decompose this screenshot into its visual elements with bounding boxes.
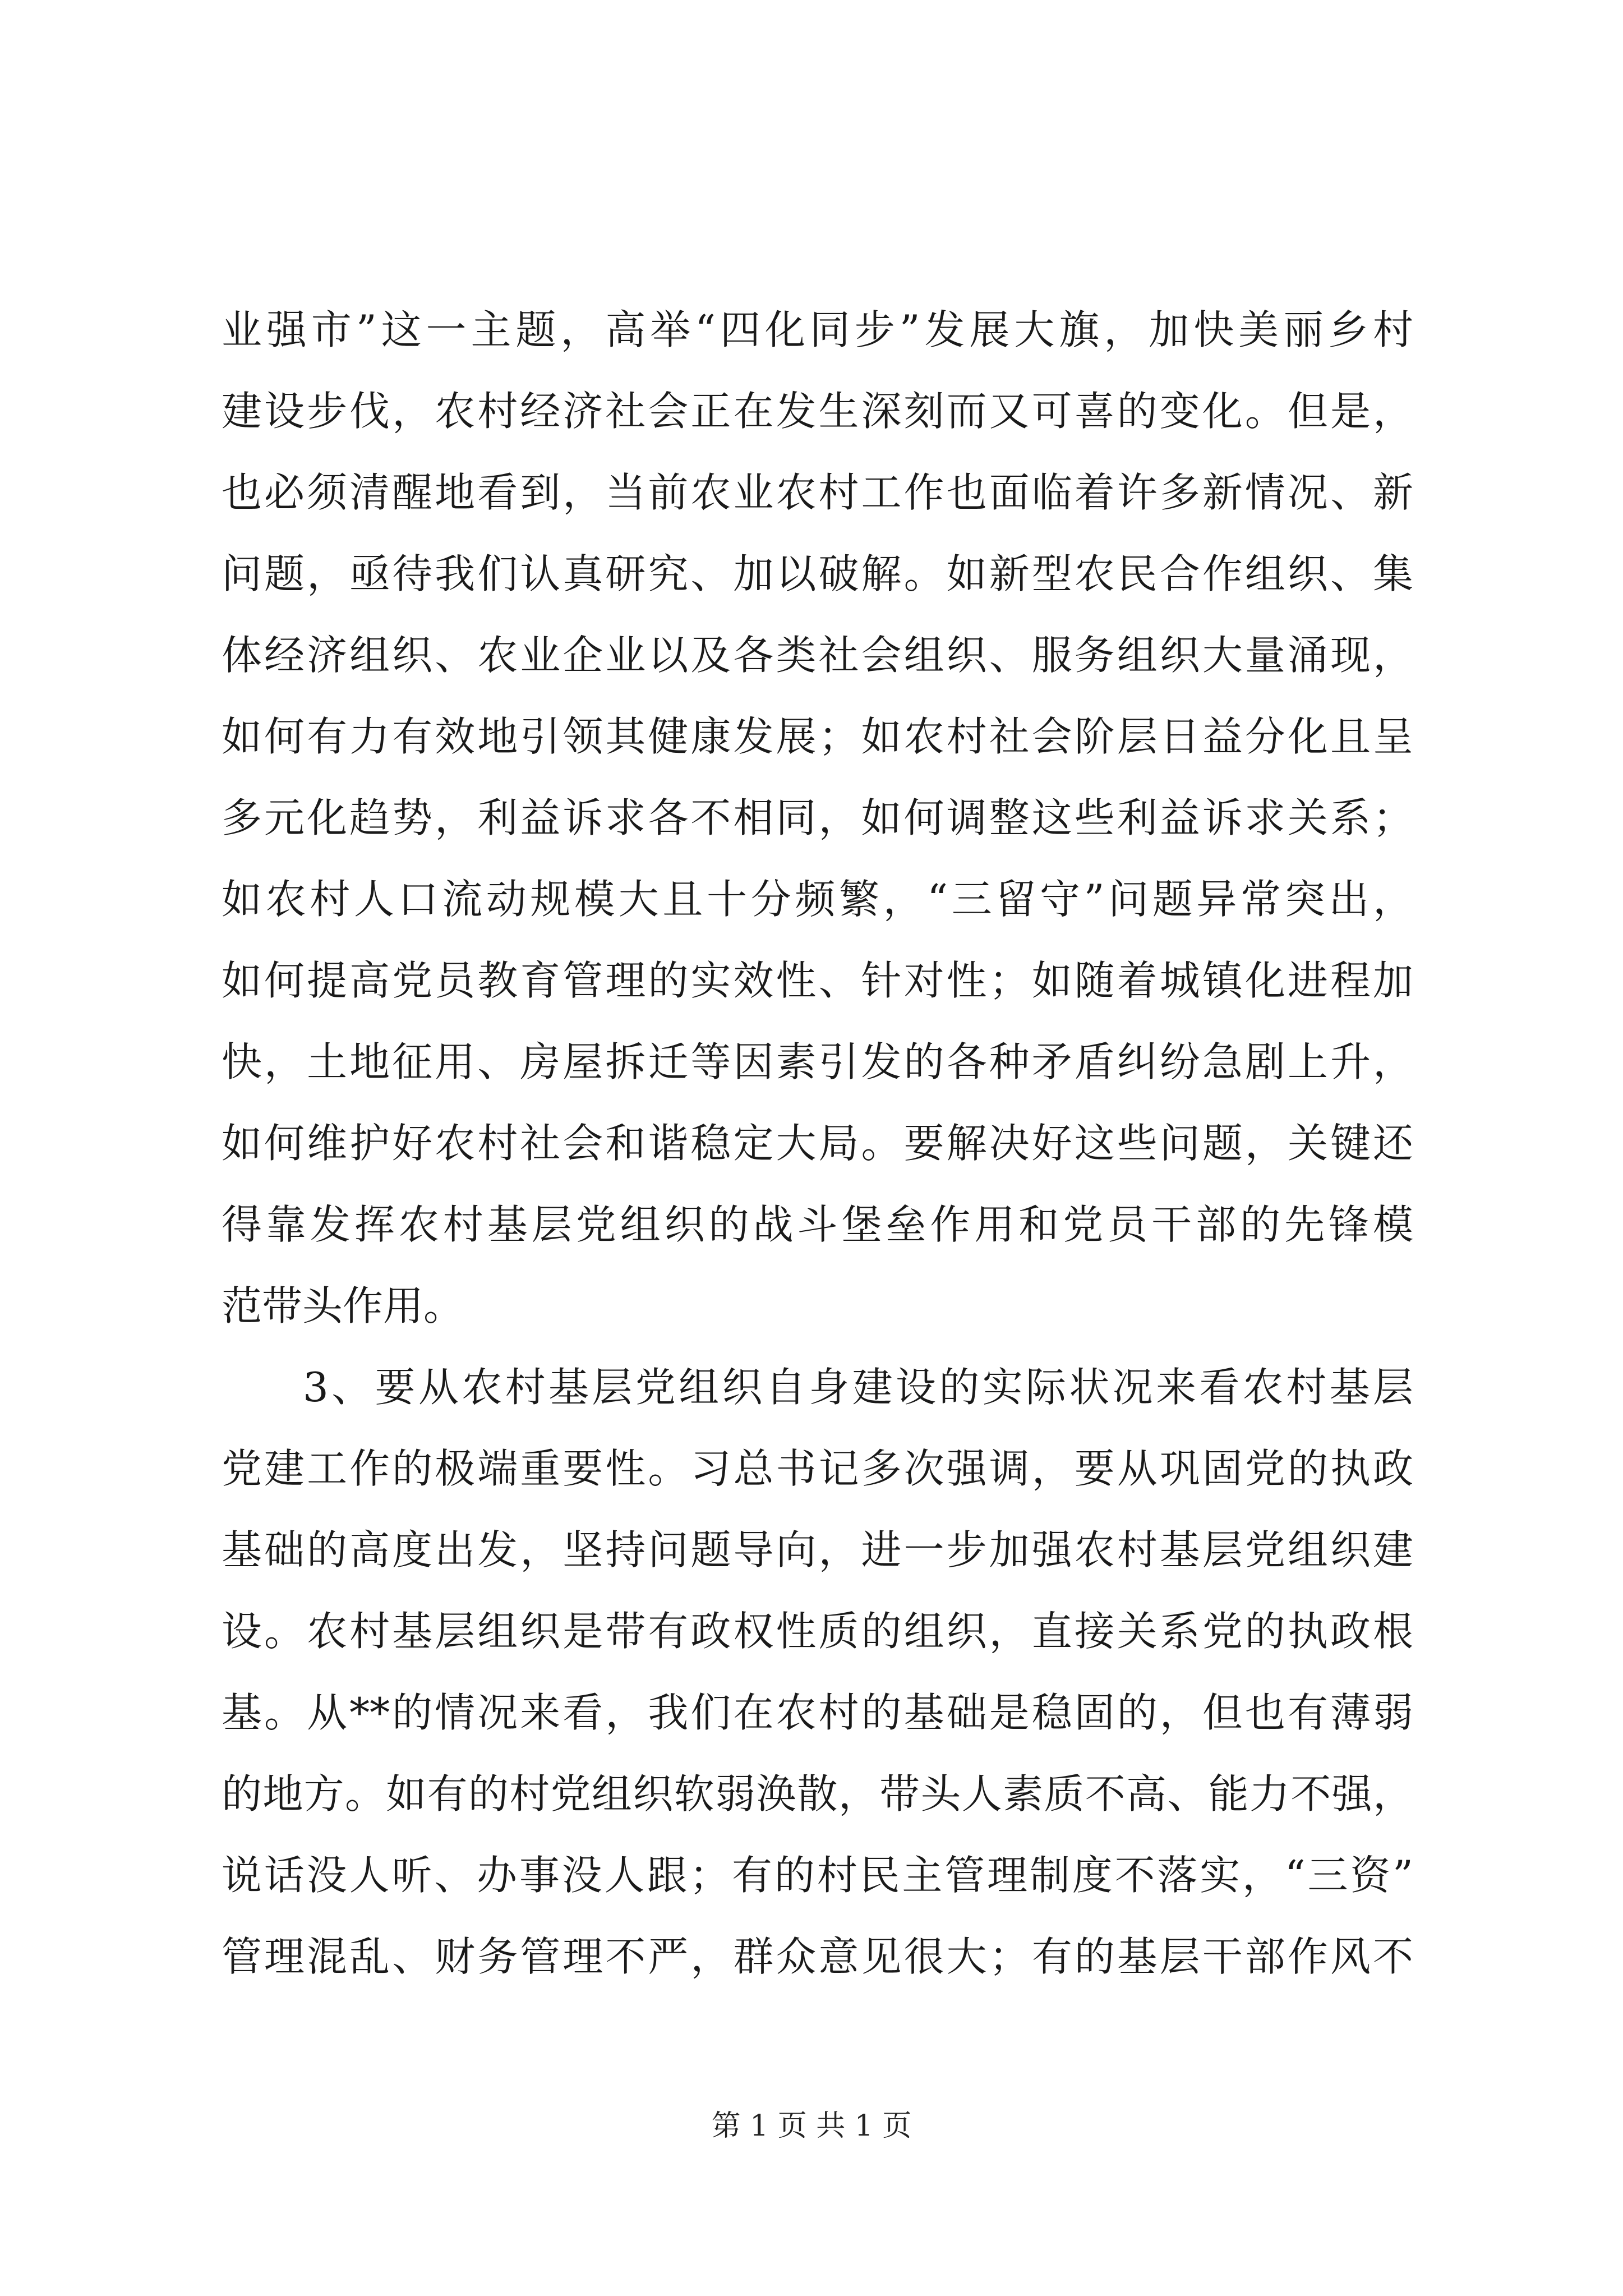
text-line-14: 3、要从农村基层党组织自身建设的实际状况来看农村基层 — [303, 1364, 1413, 1411]
text-line-15: 党建工作的极端重要性。习总书记多次强调，要从巩固党的执政 — [222, 1445, 1413, 1492]
text-line-19: 的地方。如有的村党组织软弱涣散，带头人素质不高、能力不强， — [222, 1770, 1413, 1818]
text-line-3: 也必须清醒地看到，当前农业农村工作也面临着许多新情况、新 — [222, 469, 1413, 516]
text-line-6: 如何有力有效地引领其健康发展；如农村社会阶层日益分化且呈 — [222, 713, 1413, 760]
text-line-20: 说话没人听、办事没人跟；有的村民主管理制度不落实，“三资” — [222, 1852, 1413, 1899]
text-line-18: 基。从**的情况来看，我们在农村的基础是稳固的，但也有薄弱 — [222, 1689, 1413, 1736]
text-line-13: 范带头作用。 — [222, 1282, 464, 1329]
text-line-5: 体经济组织、农业企业以及各类社会组织、服务组织大量涌现， — [222, 632, 1413, 679]
text-line-21: 管理混乱、财务管理不严，群众意见很大；有的基层干部作风不 — [222, 1933, 1413, 1980]
text-line-9: 如何提高党员教育管理的实效性、针对性；如随着城镇化进程加 — [222, 957, 1413, 1004]
text-line-10: 快，土地征用、房屋拆迁等因素引发的各种矛盾纠纷急剧上升， — [222, 1038, 1413, 1085]
text-line-2: 建设步伐，农村经济社会正在发生深刻而又可喜的变化。但是， — [222, 388, 1413, 435]
page-number-footer: 第 1 页 共 1 页 — [711, 2109, 912, 2143]
text-line-11: 如何维护好农村社会和谐稳定大局。要解决好这些问题，关键还 — [222, 1120, 1413, 1167]
text-line-8: 如农村人口流动规模大且十分频繁，“三留守”问题异常突出， — [222, 876, 1413, 923]
text-line-12: 得靠发挥农村基层党组织的战斗堡垒作用和党员干部的先锋模 — [222, 1201, 1413, 1248]
text-line-7: 多元化趋势，利益诉求各不相同，如何调整这些利益诉求关系； — [222, 794, 1413, 841]
text-line-1: 业强市”这一主题，高举“四化同步”发展大旗，加快美丽乡村 — [222, 306, 1413, 353]
text-line-17: 设。农村基层组织是带有政权性质的组织，直接关系党的执政根 — [222, 1608, 1413, 1655]
text-line-4: 问题，亟待我们认真研究、加以破解。如新型农民合作组织、集 — [222, 550, 1413, 597]
text-line-16: 基础的高度出发，坚持问题导向，进一步加强农村基层党组织建 — [222, 1526, 1413, 1573]
